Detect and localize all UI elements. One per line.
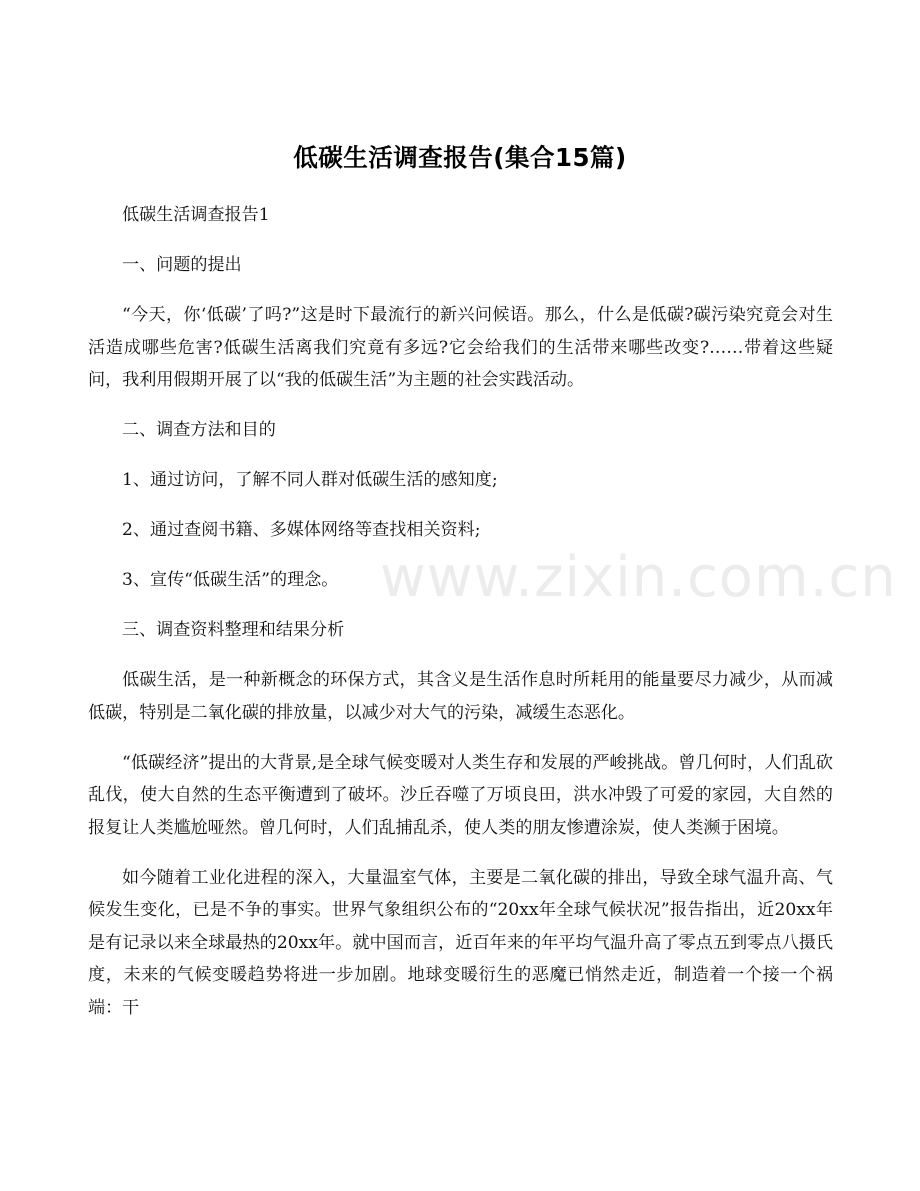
list-item-2: 2、通过查阅书籍、多媒体网络等查找相关资料; <box>122 520 481 540</box>
document-body <box>88 199 833 1024</box>
list-item-1: 1、通过访问，了解不同人群对低碳生活的感知度; <box>122 470 498 490</box>
paragraph-4: 如今随着工业化进程的深入，大量温室气体，主要是二氧化碳的排出，导致全球气温升高、气候发生变化，已是不争的事实。世界气象组织公布的“20xx年全球气候状况”报告指出，近20xx年是有记录以来全球最热的20xx年。就中国而言，近百年来的年平均气温升高了零点五到零点八摄氏度，未来的气候变暖趋势将进一步加剧。地球变暖衍生的恶魔已悄然走近，制造着一个接一个祸端：干 <box>88 867 833 1018</box>
section-heading-1: 一、问题的提出 <box>122 255 242 275</box>
paragraph-2: 低碳生活，是一种新概念的环保方式，其含义是生活作息时所耗用的能量要尽力减少，从而减低碳，特别是二氧化碳的排放量，以减少对大气的污染，减缓生态恶化。 <box>88 670 833 723</box>
section-heading-3: 三、调查资料整理和结果分析 <box>122 620 345 640</box>
paragraph-1: “今天，你‘低碳’了吗?”这是时下最流行的新兴问候语。那么，什么是低碳?碳污染究竟会对生活造成哪些危害?低碳生活离我们究竟有多远?它会给我们的生活带来哪些改变?……带着这些疑问，我利用假期开展了以“我的低碳生活”为主题的社会实践活动。 <box>88 305 833 390</box>
watermark: www.zixin.com.cn <box>380 545 897 610</box>
report-heading: 低碳生活调查报告1 <box>122 205 270 225</box>
document-title: 低碳生活调查报告(集合15篇) <box>293 143 627 172</box>
paragraph-3: “低碳经济”提出的大背景,是全球气候变暖对人类生存和发展的严峻挑战。曾几何时，人们乱砍乱伐，使大自然的生态平衡遭到了破坏。沙丘吞噬了万顷良田，洪水冲毁了可爱的家园，大自然的报复让人类尴尬哑然。曾几何时，人们乱捕乱杀，使人类的朋友惨遭涂炭，使人类濒于困境。 <box>88 752 833 838</box>
section-heading-2: 二、调查方法和目的 <box>122 420 276 440</box>
list-item-3: 3、宣传“低碳生活”的理念。 <box>122 570 339 590</box>
